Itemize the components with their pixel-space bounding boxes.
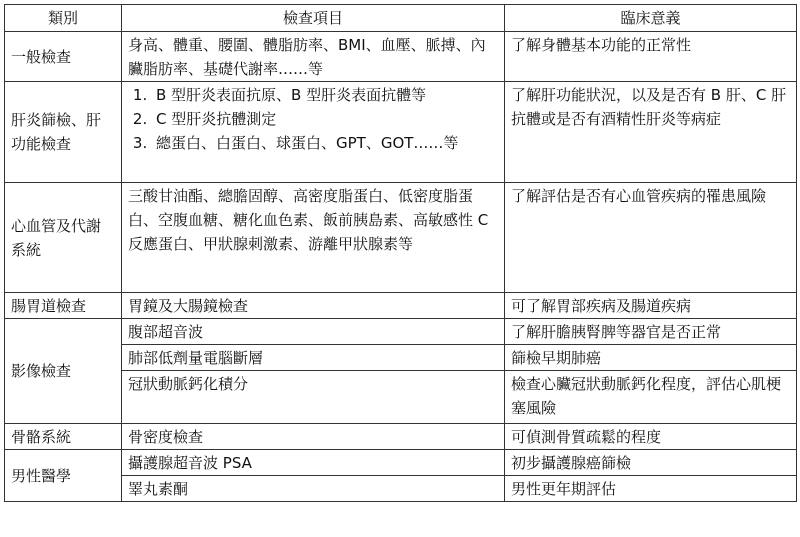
category-cell: 腸胃道檢查	[5, 293, 122, 319]
header-items: 檢查項目	[122, 5, 505, 32]
items-cell: 睪丸素酮	[122, 476, 505, 502]
items-cell: 身高、體重、腰圍、體脂肪率、BMI、血壓、脈搏、內臟脂肪率、基礎代謝率……等	[122, 32, 505, 82]
meaning-cell: 了解肝功能狀況，以及是否有 B 肝、C 肝抗體或是否有酒精性肝炎等病症	[505, 82, 797, 183]
meaning-cell: 男性更年期評估	[505, 476, 797, 502]
list-item: 3. 總蛋白、白蛋白、球蛋白、GPT、GOT……等	[152, 131, 498, 155]
header-meaning: 臨床意義	[505, 5, 797, 32]
category-cell: 骨骼系統	[5, 424, 122, 450]
table-row	[5, 183, 797, 293]
table-row	[5, 424, 797, 450]
category-cell: 影像檢查	[5, 319, 122, 424]
items-cell: 胃鏡及大腸鏡檢查	[122, 293, 505, 319]
items-cell: 冠狀動脈鈣化積分	[122, 371, 505, 424]
header-row	[5, 5, 797, 32]
items-cell: 三酸甘油酯、總膽固醇、高密度脂蛋白、低密度脂蛋白、空腹血糖、糖化血色素、飯前胰島素、高敏感性 C 反應蛋白、甲狀腺刺激素、游離甲狀腺素等	[122, 183, 505, 293]
category-cell: 肝炎篩檢、肝功能檢查	[5, 82, 122, 183]
category-cell: 一般檢查	[5, 32, 122, 82]
table-row	[5, 450, 797, 476]
meaning-cell: 了解身體基本功能的正常性	[505, 32, 797, 82]
meaning-cell: 了解評估是否有心血管疾病的罹患風險	[505, 183, 797, 293]
items-cell: 攝護腺超音波 PSA	[122, 450, 505, 476]
table-row	[5, 293, 797, 319]
category-cell: 男性醫學	[5, 450, 122, 502]
meaning-cell: 檢查心臟冠狀動脈鈣化程度，評估心肌梗塞風險	[505, 371, 797, 424]
items-list	[128, 83, 498, 155]
table-row	[5, 32, 797, 82]
meaning-cell: 了解肝膽胰腎脾等器官是否正常	[505, 319, 797, 345]
header-category: 類別	[5, 5, 122, 32]
items-cell: 腹部超音波	[122, 319, 505, 345]
health-check-table	[4, 4, 797, 502]
list-item: 1. B 型肝炎表面抗原、B 型肝炎表面抗體等	[152, 83, 498, 107]
items-cell: 肺部低劑量電腦斷層	[122, 345, 505, 371]
meaning-cell: 可偵測骨質疏鬆的程度	[505, 424, 797, 450]
meaning-cell: 篩檢早期肺癌	[505, 345, 797, 371]
list-item: 2. C 型肝炎抗體測定	[152, 107, 498, 131]
table-row	[5, 82, 797, 183]
table-row	[5, 476, 797, 502]
table-row	[5, 345, 797, 371]
meaning-cell: 可了解胃部疾病及腸道疾病	[505, 293, 797, 319]
category-cell: 心血管及代謝系統	[5, 183, 122, 293]
items-cell	[122, 82, 505, 183]
table-row	[5, 371, 797, 424]
table-row	[5, 319, 797, 345]
meaning-cell: 初步攝護腺癌篩檢	[505, 450, 797, 476]
items-cell: 骨密度檢查	[122, 424, 505, 450]
